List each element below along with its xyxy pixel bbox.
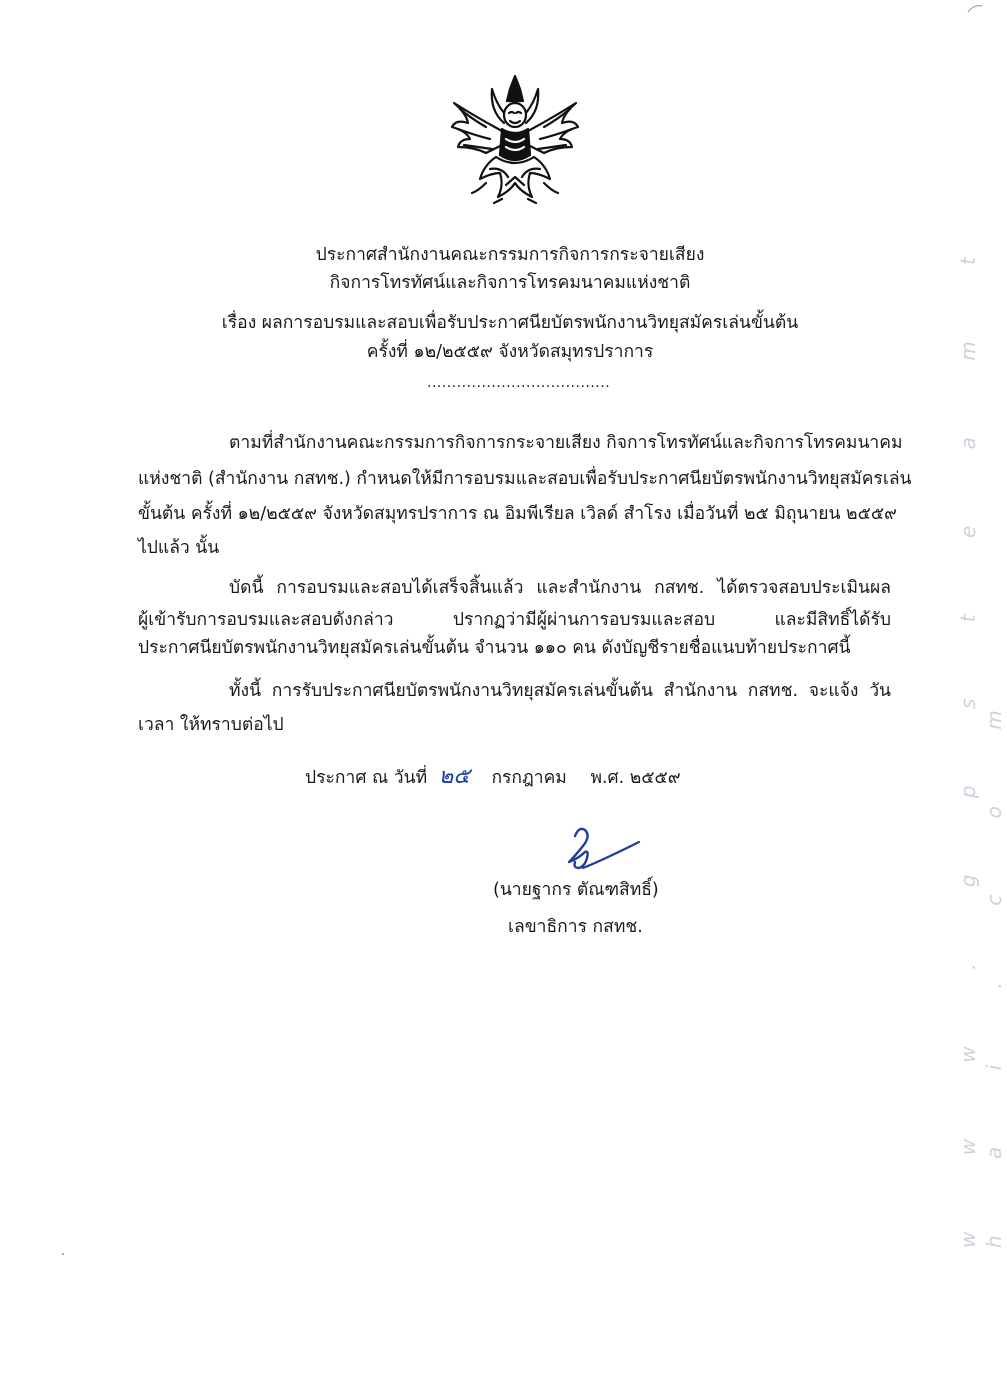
signatory-name: (นายฐากร ตัณฑสิทธิ์) [493, 880, 659, 900]
paragraph-1-line-2: แห่งชาติ (สำนักงาน กสทช.) กำหนดให้มีการอบรมและสอบเพื่อรับประกาศนียบัตรพนักงานวิทยุสมัครเล่น [138, 469, 912, 489]
paragraph-2-line-3: ประกาศนียบัตรพนักงานวิทยุสมัครเล่นขั้นต้น จำนวน ๑๑๐ คน ดังบัญชีรายชื่อแนบท้ายประกาศนี้ [138, 638, 851, 658]
announcement-title-line-1: ประกาศสำนักงานคณะกรรมการกิจการกระจายเสียง [315, 245, 705, 265]
signatory-position: เลขาธิการ กสทช. [508, 917, 643, 937]
announcement-subject: เรื่อง ผลการอบรมและสอบเพื่อรับประกาศนียบัตรพนักงานวิทยุสมัครเล่นขั้นต้น [221, 313, 799, 333]
website-watermark: w w w . g p s t e a m t h a i . c o m [956, 222, 1006, 1248]
paragraph-2-line-2: ผู้เข้ารับการอบรมและสอบดังกล่าว ปรากฏว่ามีผู้ผ่านการอบรมและสอบ และมีสิทธิ์ได้รับ [138, 610, 891, 630]
date-year: พ.ศ. ๒๕๕๙ [590, 768, 681, 788]
paragraph-1-line-1: ตามที่สำนักงานคณะกรรมการกิจการกระจายเสียง กิจการโทรทัศน์และกิจการโทรคมนาคม [229, 433, 903, 453]
date-prefix: ประกาศ ณ วันที่ [305, 768, 428, 788]
header-separator: ..................................... [427, 375, 611, 391]
paragraph-2-line-1: บัดนี้ การอบรมและสอบได้เสร็จสิ้นแล้ว และสำนักงาน กสทช. ได้ตรวจสอบประเมินผล [229, 578, 891, 598]
handwritten-signature-icon [553, 822, 643, 874]
paragraph-3-line-2: เวลา ให้ทราบต่อไป [138, 715, 284, 735]
scan-speck-icon [966, 2, 986, 14]
handwritten-day: ๒๕ [438, 764, 470, 789]
paragraph-1-line-3: ขั้นต้น ครั้งที่ ๑๒/๒๕๕๙ จังหวัดสมุทรปราการ ณ อิมพีเรียล เวิลด์ สำโรง เมื่อวันที่ ๒๕ มิถุนายน ๒๕๕๙ [138, 504, 897, 524]
announcement-title-line-2: กิจการโทรทัศน์และกิจการโทรคมนาคมแห่งชาติ [329, 273, 691, 293]
scan-dust-mark [62, 1253, 64, 1255]
paragraph-1-line-4: ไปแล้ว นั้น [138, 538, 220, 558]
garuda-emblem-icon [446, 73, 584, 205]
announcement-session: ครั้งที่ ๑๒/๒๕๕๙ จังหวัดสมุทรปราการ [366, 342, 654, 362]
paragraph-3-line-1: ทั้งนี้ การรับประกาศนียบัตรพนักงานวิทยุสมัครเล่นขั้นต้น สำนักงาน กสทช. จะแจ้ง วัน [229, 681, 891, 701]
announcement-date [305, 760, 725, 794]
date-month: กรกฎาคม [491, 768, 567, 788]
